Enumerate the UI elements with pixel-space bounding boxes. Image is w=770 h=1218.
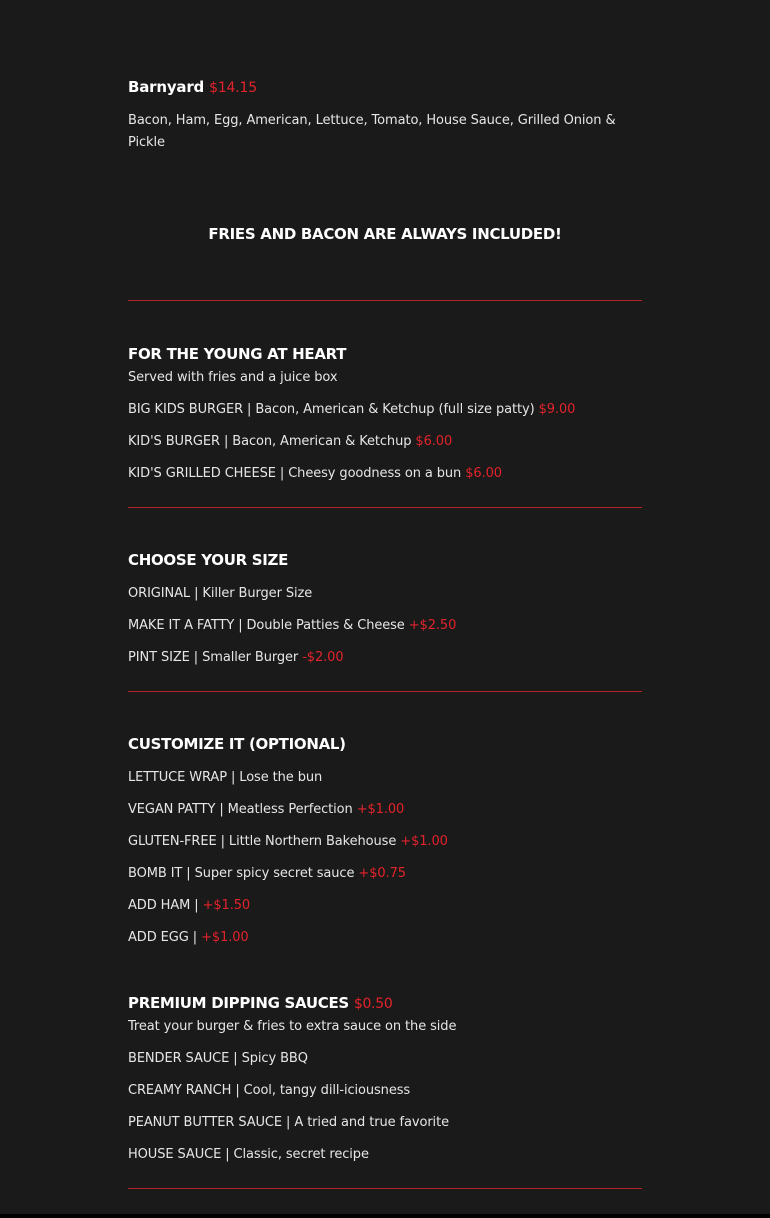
section-title-customize: CUSTOMIZE IT (OPTIONAL) [128, 735, 346, 753]
section-title-text: PREMIUM DIPPING SAUCES [128, 994, 349, 1012]
menu-line-gluten-free [128, 834, 448, 849]
menu-line-price: +$1.00 [400, 834, 448, 849]
menu-line-house-sauce: HOUSE SAUCE | Classic, secret recipe [128, 1147, 369, 1162]
section-divider [128, 507, 642, 508]
section-title-choose-size: CHOOSE YOUR SIZE [128, 551, 289, 569]
section-divider [128, 691, 642, 692]
menu-line-lettuce-wrap [128, 770, 322, 785]
menu-line-price: +$0.75 [358, 866, 406, 881]
section-subtitle: Treat your burger & fries to extra sauce on the side [128, 1019, 457, 1034]
menu-line-big-kids-burger [128, 402, 575, 417]
menu-line-bender-sauce: BENDER SAUCE | Spicy BBQ [128, 1051, 308, 1066]
menu-line-bomb-it [128, 866, 406, 881]
menu-line-price: $9.00 [538, 402, 576, 417]
menu-line-original [128, 586, 312, 601]
menu-line-text: KID'S BURGER | Bacon, American & Ketchup [128, 434, 412, 449]
menu-line-add-egg [128, 930, 249, 945]
menu-line-price: -$2.00 [302, 650, 344, 665]
menu-line-price: +$1.00 [201, 930, 249, 945]
menu-line-text: BIG KIDS BURGER | Bacon, American & Ketchup (full size patty) [128, 402, 535, 417]
menu-line-peanut-butter-sauce: PEANUT BUTTER SAUCE | A tried and true favorite [128, 1115, 449, 1130]
bottom-bar [0, 1214, 770, 1218]
menu-item-barnyard [128, 78, 257, 96]
menu-line-text: GLUTEN-FREE | Little Northern Bakehouse [128, 834, 397, 849]
section-title-young-at-heart: FOR THE YOUNG AT HEART [128, 345, 347, 363]
section-subtitle: Served with fries and a juice box [128, 370, 338, 385]
menu-line-text: ADD EGG | [128, 930, 198, 945]
menu-line-price: +$2.50 [408, 618, 457, 633]
menu-line-text: BOMB IT | Super spicy secret sauce [128, 866, 355, 881]
section-title-premium-sauces [128, 994, 392, 1012]
menu-line-price: +$1.00 [356, 802, 405, 817]
menu-line-kids-burger [128, 434, 452, 449]
section-divider [128, 1188, 642, 1189]
menu-line-text: MAKE IT A FATTY | Double Patties & Cheese [128, 618, 405, 633]
fries-bacon-banner: FRIES AND BACON ARE ALWAYS INCLUDED! [208, 225, 562, 243]
menu-item-name: Barnyard [128, 78, 205, 96]
menu-line-kids-grilled-cheese [128, 466, 502, 481]
menu-item-description: Bacon, Ham, Egg, American, Lettuce, Tomato, House Sauce, Grilled Onion & Pickle [128, 113, 616, 150]
menu-line-price: $6.00 [465, 466, 502, 481]
menu-line-text: KID'S GRILLED CHEESE | Cheesy goodness on a bun [128, 466, 462, 481]
menu-line-add-ham [128, 898, 250, 913]
menu-line-text: ADD HAM | [128, 898, 199, 913]
menu-line-make-it-a-fatty [128, 618, 456, 633]
section-title-price: $0.50 [353, 996, 393, 1012]
section-divider [128, 300, 642, 301]
menu-line-text: ORIGINAL | Killer Burger Size [128, 586, 313, 601]
menu-line-price: +$1.50 [202, 898, 251, 913]
menu-item-price: $14.15 [209, 80, 257, 96]
menu-line-text: PINT SIZE | Smaller Burger [128, 650, 299, 665]
menu-line-price: $6.00 [415, 434, 453, 449]
menu-line-text: VEGAN PATTY | Meatless Perfection [128, 802, 353, 817]
menu-line-text: LETTUCE WRAP | Lose the bun [128, 770, 323, 785]
menu-line-pint-size [128, 650, 344, 665]
menu-line-creamy-ranch: CREAMY RANCH | Cool, tangy dill-iciousness [128, 1083, 411, 1098]
menu-line-vegan-patty [128, 802, 404, 817]
